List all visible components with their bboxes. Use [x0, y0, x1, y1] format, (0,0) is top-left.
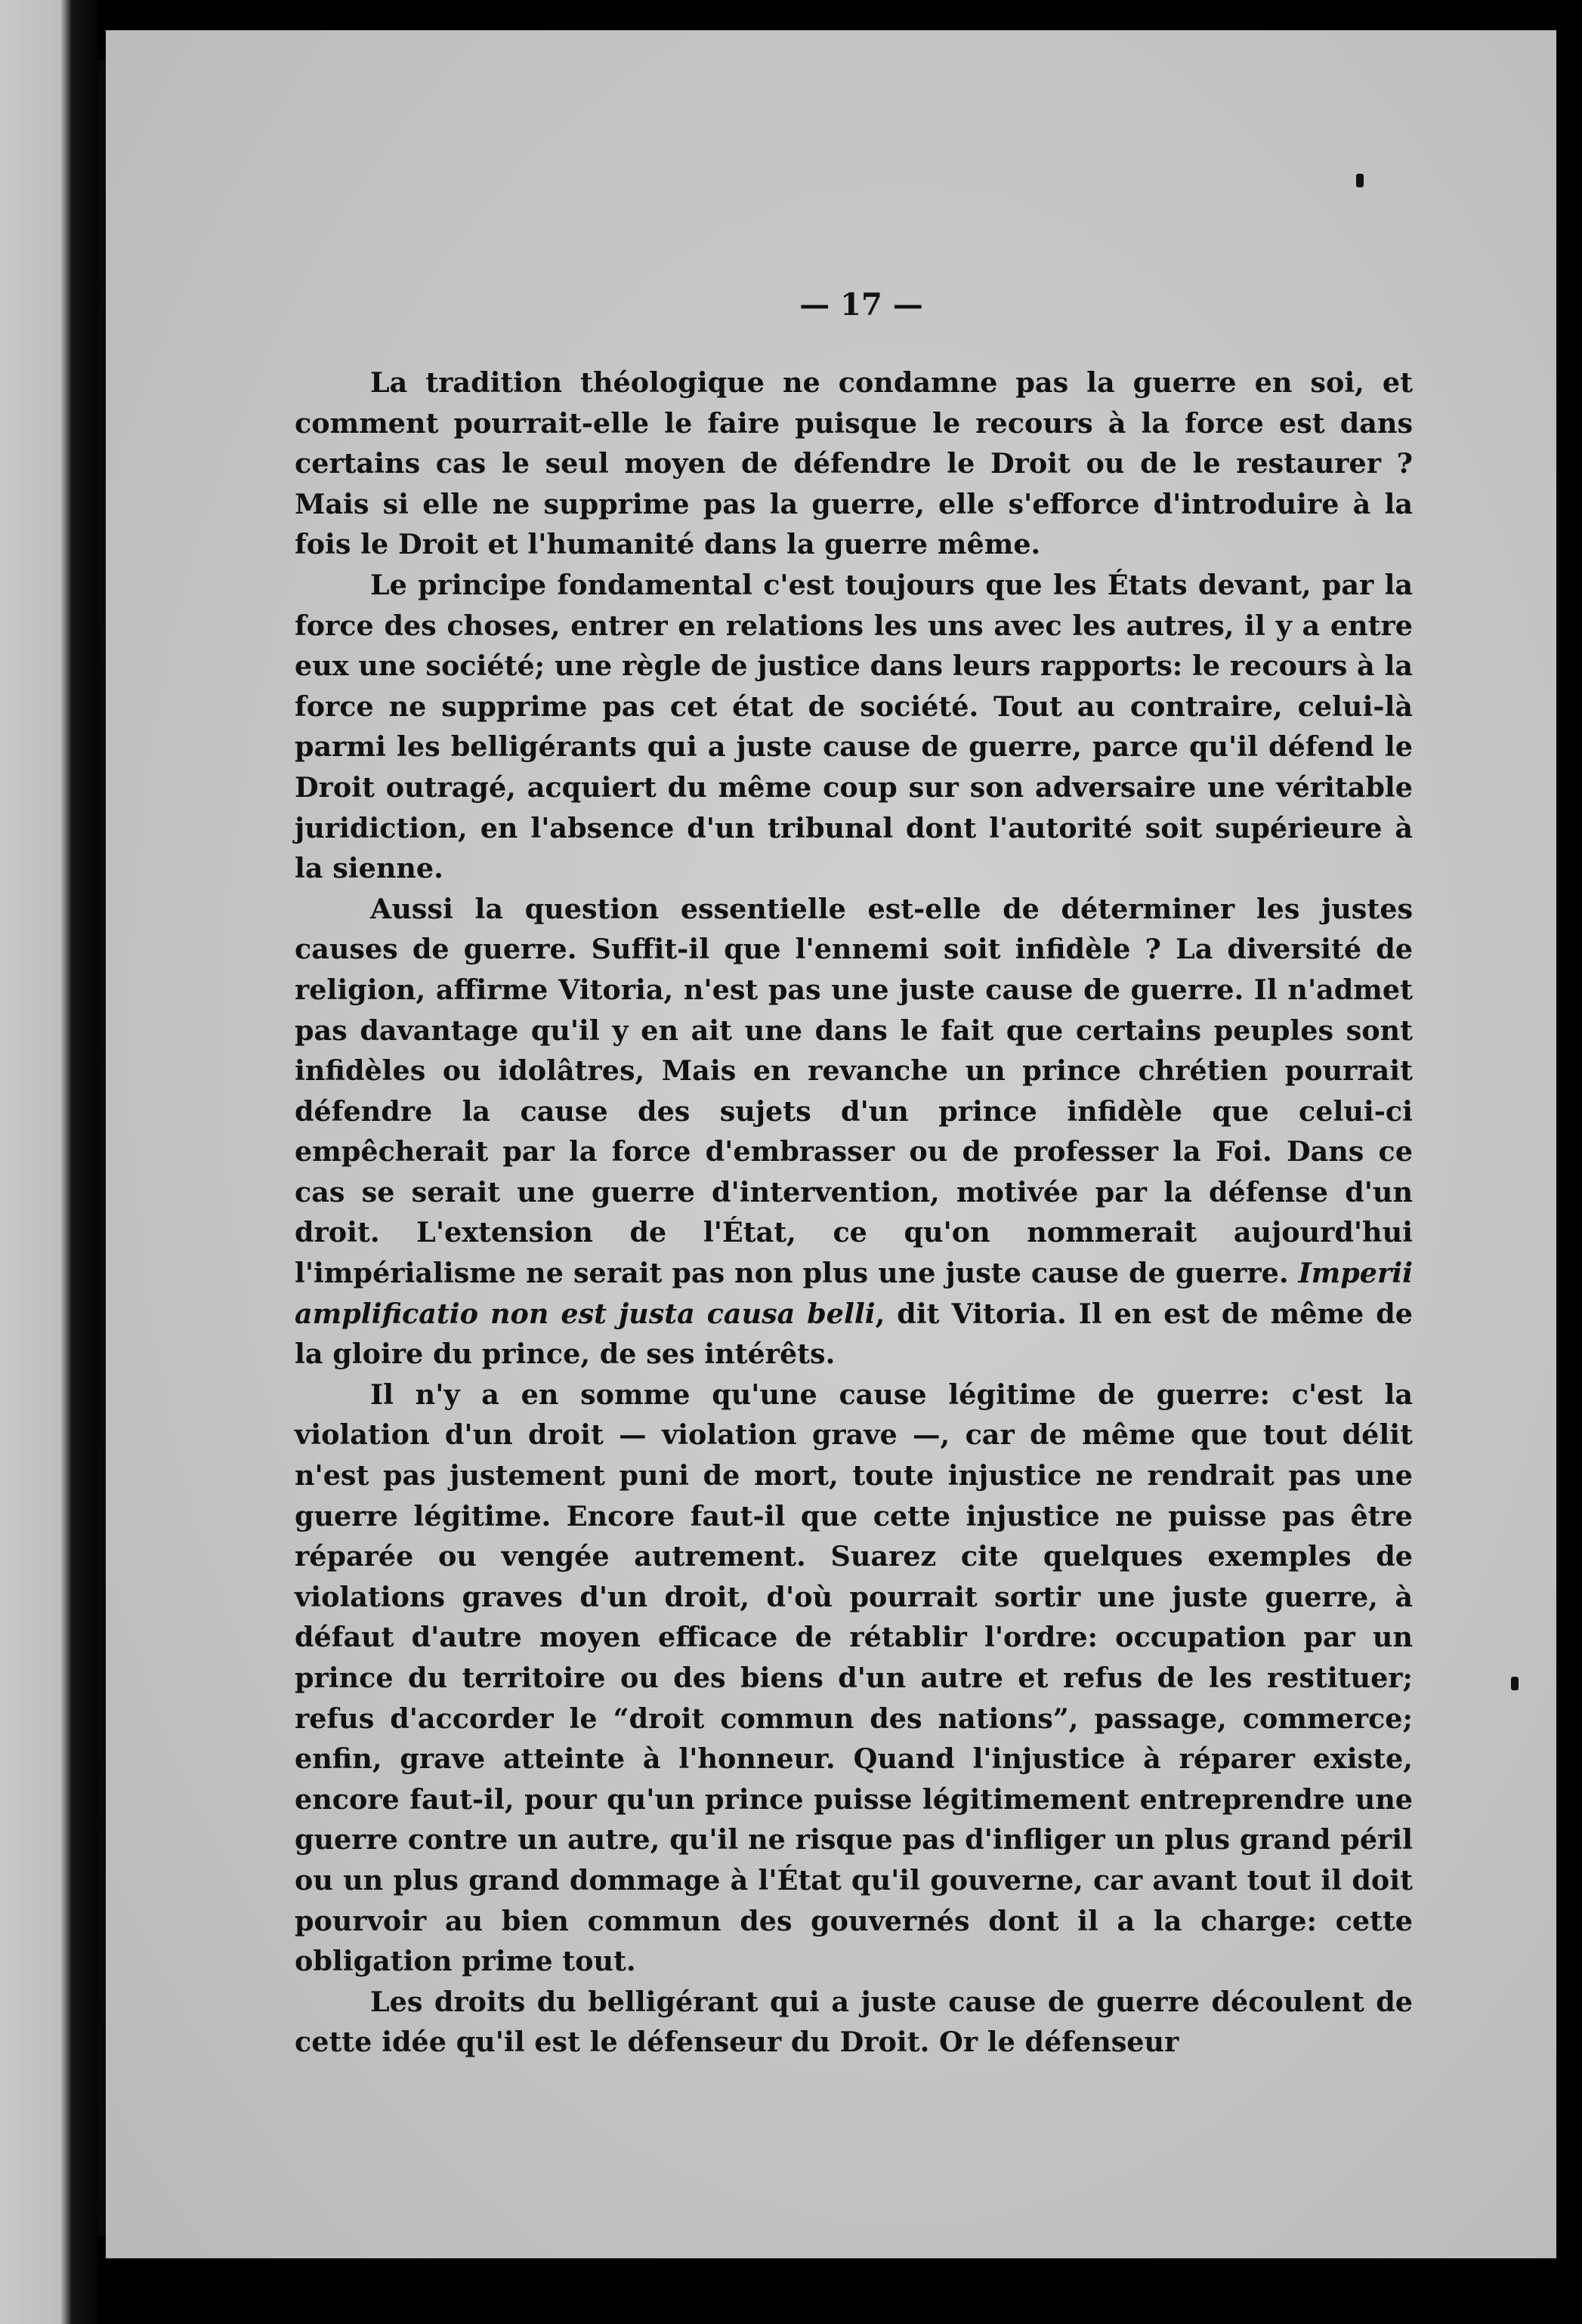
- paragraph-3: [295, 889, 1413, 1375]
- latin-quote: Imperii amplificatio non est justa causa belli: [295, 1257, 1413, 1330]
- book-page: [106, 30, 1556, 2258]
- paragraph-1: La tradition théologique ne condamne pas la guerre en soi, et comment pourrait-elle le faire puisque le recours à la force est dans certains cas le seul moyen de défendre le Droit ou de le restaurer ? Mais si elle ne supprime pas la guerre, elle s'efforce d'introduire à la fois le Droit et l'humanité dans la guerre même.: [295, 366, 1413, 561]
- body-text: [295, 363, 1413, 2063]
- paragraph-3-text-before: Aussi la question essentielle est-elle de déterminer les justes causes de guerre. Suffit-il que l'ennemi soit infidèle ? La diversité de religion, affirme Vitoria, n'est pas une juste cause de guerre. Il n'admet pas davantage qu'il y en ait une dans le fait que certains peuples sont infidèles ou idolâtres, Mais en revanche un prince chrétien pourrait défendre la cause des sujets d'un prince infidèle que celui-ci empêcherait par la force d'embrasser ou de professer la Foi. Dans ce cas se serait une guerre d'intervention, motivée par la défense d'un droit. L'extension de l'État, ce qu'on nommerait aujourd'hui l'impérialisme ne serait pas non plus une juste cause de guerre.: [295, 892, 1413, 1290]
- paragraph-4: Il n'y a en somme qu'une cause légitime de guerre: c'est la violation d'un droit — violation grave —, car de même que tout délit n'est pas justement puni de mort, toute injustice ne rendrait pas une guerre légitime. Encore faut-il que cette injustice ne puisse pas être réparée ou vengée autrement. Suarez cite quelques exemples de violations graves d'un droit, d'où pourrait sortir une juste guerre, à défaut d'autre moyen efficace de rétablir l'ordre: occupation par un prince du territoire ou des biens d'un autre et refus de les restituer; refus d'accorder le “droit commun des nations”, passage, commerce; enfin, grave atteinte à l'honneur. Quand l'injustice à réparer existe, encore faut-il, pour qu'un prince puisse légitimement entreprendre une guerre contre un autre, qu'il ne risque pas d'infliger un plus grand péril ou un plus grand dommage à l'État qu'il gouverne, car avant tout il doit pourvoir au bien commun des gouvernés dont il a la charge: cette obligation prime tout.: [295, 1378, 1413, 1978]
- paragraph-5: Les droits du belligérant qui a juste cause de guerre découlent de cette idée qu'il est le défenseur du Droit. Or le défenseur: [295, 1985, 1413, 2059]
- scan-speck: [1356, 174, 1364, 187]
- scan-speck: [1511, 1677, 1519, 1690]
- paragraph-3-text-after: , dit Vitoria. Il en est de même de la gloire du prince, de ses intérêts.: [295, 1297, 1413, 1371]
- paragraph-2: Le principe fondamental c'est toujours que les États devant, par la force des choses, entrer en relations les uns avec les autres, il y a entre eux une société; une règle de justice dans leurs rapports: le recours à la force ne supprime pas cet état de société. Tout au contraire, celui-là parmi les belligérants qui a juste cause de guerre, parce qu'il défend le Droit outragé, acquiert du même coup sur son adversaire une véritable juridiction, en l'absence d'un tribunal dont l'autorité soit supérieure à la sienne.: [295, 568, 1413, 885]
- page-number: — 17 —: [799, 287, 923, 323]
- binding-strip: [0, 0, 98, 2324]
